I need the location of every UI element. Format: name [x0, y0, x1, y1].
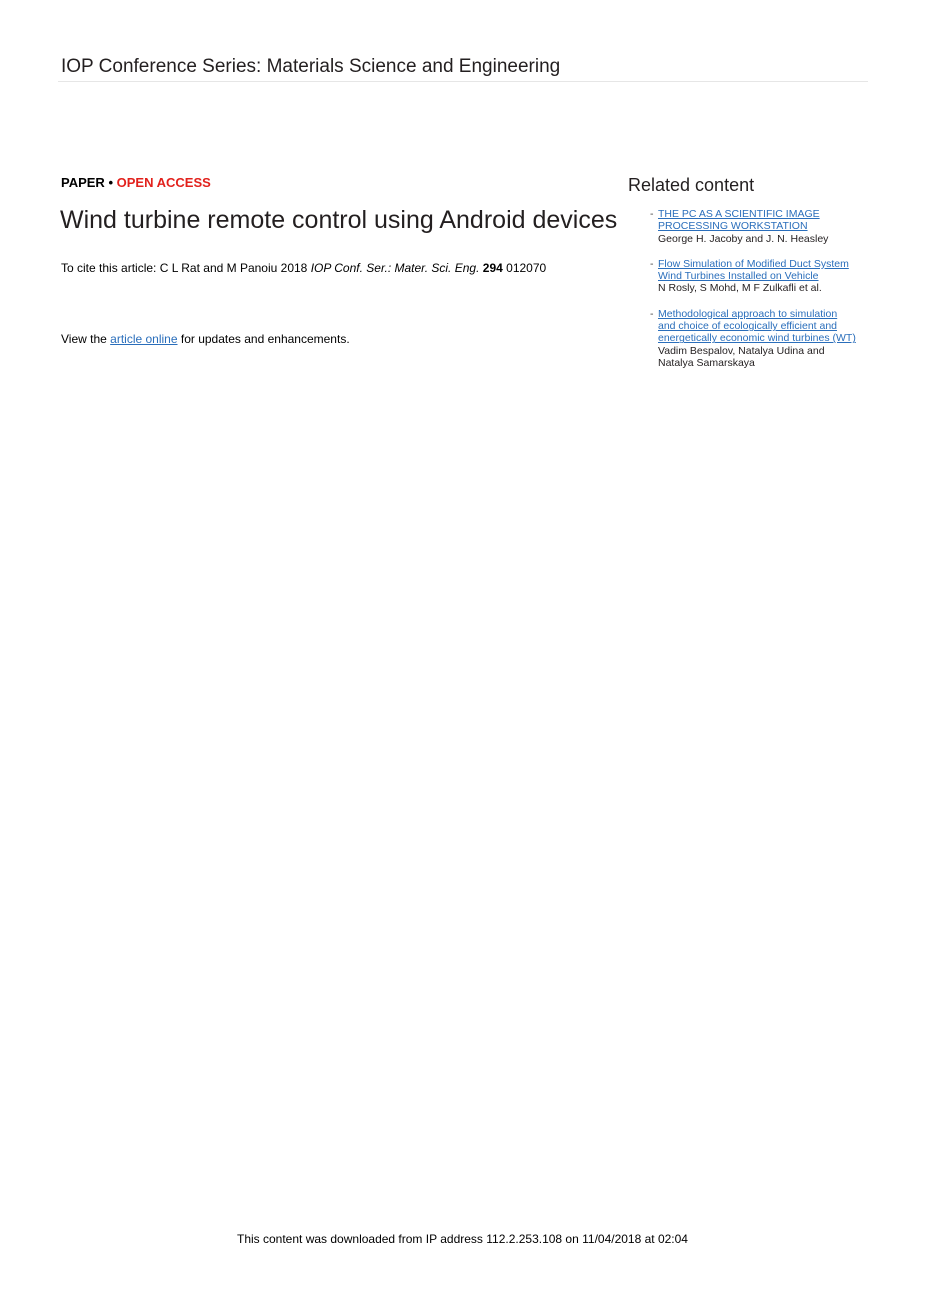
- series-title: IOP Conference Series: Materials Science and Engineering: [61, 56, 561, 77]
- related-item-title-line: and choice of ecologically efficient and: [658, 320, 838, 333]
- related-content-heading: Related content: [628, 175, 755, 195]
- related-item: [650, 258, 880, 295]
- header-divider: [58, 81, 868, 82]
- download-note: This content was downloaded from IP address 112.2.253.108 on 11/04/2018 at 02:04: [237, 1232, 688, 1246]
- related-item-link[interactable]: [658, 208, 880, 233]
- related-item-title-line: Flow Simulation of Modified Duct System: [658, 257, 849, 270]
- list-dash: -: [650, 208, 654, 220]
- list-dash: -: [650, 307, 654, 320]
- label-separator: •: [108, 175, 114, 190]
- open-access-label: OPEN ACCESS: [116, 175, 211, 190]
- related-item-title-line: energetically economic wind turbines (WT): [658, 332, 856, 345]
- related-content-list: [650, 208, 880, 382]
- view-prefix: View the: [61, 332, 111, 346]
- related-item-authors: Vadim Bespalov, Natalya Udina and: [658, 344, 825, 357]
- related-item-link[interactable]: [658, 258, 880, 283]
- related-item-authors: Natalya Samarskaya: [658, 356, 755, 369]
- view-suffix: for updates and enhancements.: [177, 332, 350, 346]
- related-item-title-line: Wind Turbines Installed on Vehicle: [658, 270, 819, 283]
- related-item-title-line: Methodological approach to simulation: [658, 307, 838, 320]
- citation-volume: 294: [482, 261, 503, 275]
- related-item-title-line: THE PC AS A SCIENTIFIC IMAGE: [658, 208, 820, 220]
- citation-prefix: To cite this article: C L Rat and M Panoiu 2018: [61, 261, 311, 275]
- related-item-title-line: PROCESSING WORKSTATION: [658, 220, 808, 233]
- list-dash: -: [650, 257, 654, 270]
- article-title: Wind turbine remote control using Android devices: [60, 206, 618, 234]
- related-item-link[interactable]: [658, 308, 880, 345]
- paper-label: PAPER: [61, 175, 105, 190]
- related-item: [650, 308, 880, 369]
- article-online-link[interactable]: article online: [110, 332, 178, 346]
- related-item-authors: N Rosly, S Mohd, M F Zulkafli et al.: [658, 282, 822, 295]
- citation-article-number: 012070: [506, 261, 547, 275]
- related-item: [650, 208, 880, 245]
- citation-line: [61, 261, 546, 275]
- view-online-line: [61, 332, 350, 346]
- article-type-label: [61, 175, 211, 190]
- citation-journal: IOP Conf. Ser.: Mater. Sci. Eng.: [310, 261, 480, 275]
- related-item-authors: George H. Jacoby and J. N. Heasley: [658, 232, 829, 245]
